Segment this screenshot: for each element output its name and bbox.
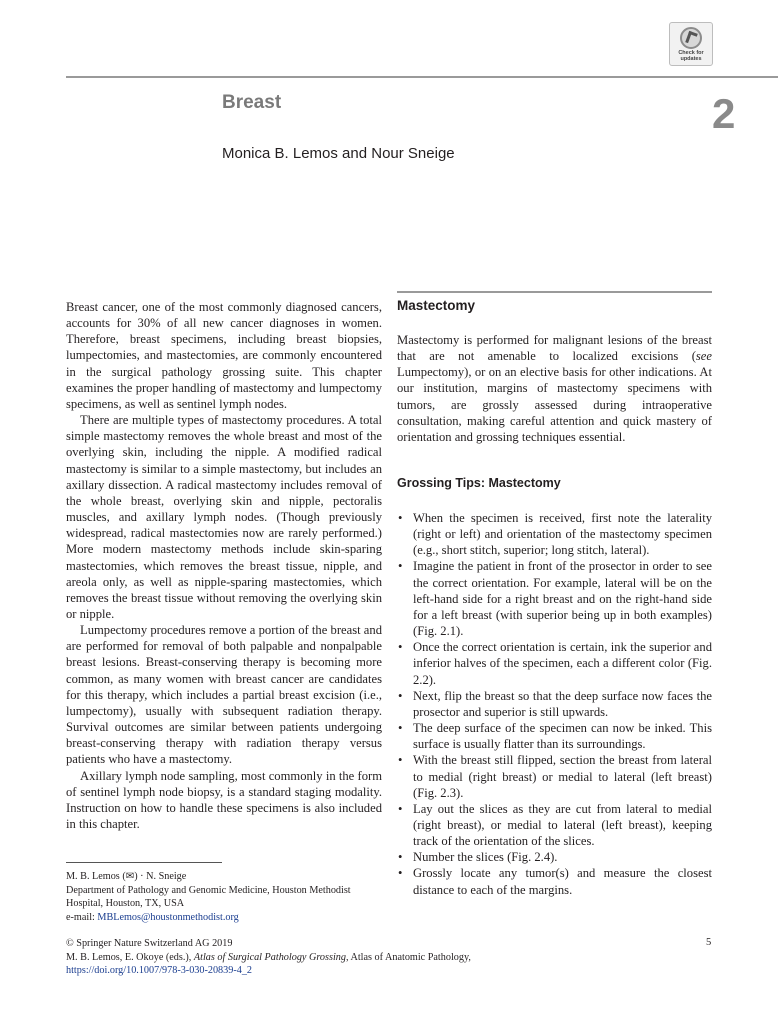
list-item: • Once the correct orientation is certain, ink the superior and inferior halves of the specimen, each a different color (Fig. 2.2). — [398, 640, 712, 687]
list-item: • Lay out the slices as they are cut from lateral to medial (right breast), or medial to lateral (left breast), keeping track of the orientation of the slices. — [398, 801, 712, 849]
section-heading-mastectomy: Mastectomy — [397, 298, 476, 313]
chapter-authors: Monica B. Lemos and Nour Sneige — [222, 145, 455, 162]
publication-info — [66, 937, 726, 978]
list-item: • Next, flip the breast so that the deep surface now faces the prosector and superior is still upwards. — [398, 688, 712, 719]
chapter-number: 2 — [712, 90, 736, 137]
doi-link[interactable]: https://doi.org/10.1007/978-3-030-20839-4_2 — [66, 965, 253, 976]
page-number: 5 — [706, 937, 712, 948]
footnote — [66, 870, 386, 924]
list-item: • Imagine the patient in front of the prosector in order to see the correct orientation. For example, lateral will be on the left-hand side for a right breast and on the right-hand side for a left breast (with superior being up in both examples) (Fig. 2.1). — [398, 559, 712, 639]
footnote-affiliation: Department of Pathology and Genomic Medicine, Houston Methodist Hospital, Houston, TX, USA — [66, 884, 351, 909]
axillary-paragraph: Axillary lymph node sampling, most commonly in the form of sentinel lymph node biopsy, is a standard staging modality. Instruction on how to handle these specimens is also included in this chapter. — [66, 768, 382, 831]
mastectomy-paragraph — [397, 332, 712, 445]
header-rule — [66, 76, 778, 78]
footnote-rule — [66, 862, 222, 863]
list-item: • With the breast still flipped, section the breast from lateral to medial (right breast) or medial to lateral (left breast) (Fig. 2.3). — [398, 753, 712, 800]
grossing-tips-list — [397, 510, 712, 898]
intro-paragraph: Breast cancer, one of the most commonly diagnosed cancers, accounts for 30% of all new cancer diagnoses in women. Therefore, breast specimens, including breast biopsies, lumpectomies, and mastectomies, are commonly encountered in the surgical pathology grossing suite. This chapter examines the proper handling of mastectomy and lumpectomy specimens, as well as sentinel lymph nodes. — [66, 300, 382, 411]
chapter-title: Breast — [222, 92, 282, 113]
check-updates-icon — [680, 27, 702, 49]
left-column — [66, 299, 382, 832]
copyright: © Springer Nature Switzerland AG 2019 — [66, 938, 233, 949]
footnote-authors: M. B. Lemos (✉) · N. Sneige — [66, 871, 187, 882]
doi-line — [66, 964, 726, 978]
mastectomy-text-a: Mastectomy is performed for malignant lesions of the breast that are not amenable to localized excisions ( — [397, 333, 712, 364]
mastectomy-types-paragraph: There are multiple types of mastectomy procedures. A total simple mastectomy removes the whole breast and most of the overlying skin, including the nipple. A modified radical mastectomy is similar to a simple mastectomy, but includes an axillary dissection. A radical mastectomy includes removal of the whole breast, overlying skin and nipple, pectoralis muscles, and axillary lymph nodes. (Though previously widespread, radical mastectomies now are rarely performed.) More modern mastectomy methods include skin-sparing mastectomies, which removes the breast tissue, nipple, and areola only, as well as nipple-sparing mastectomies, which removes the breast tissue without removing the overlying skin or nipple. — [66, 413, 382, 621]
section-rule — [397, 291, 712, 293]
mastectomy-text-b: Lumpectomy), or on an elective basis for other indications. At our institution, margins of mastectomy specimens with tumors, are grossly assessed during intraoperative consultation, making careful attention and quick mastery of orientation and grossing techniques essential. — [397, 365, 712, 444]
mastectomy-text-see: see — [695, 349, 712, 364]
check-for-updates-badge[interactable] — [669, 22, 713, 66]
badge-text-line1: Check for — [678, 50, 704, 56]
lumpectomy-paragraph: Lumpectomy procedures remove a portion of the breast and are performed for removal of both palpable and nonpalpable breast lesions. Breast-conserving therapy is becoming more common, as many women with breast cancer are candidates for this therapy, which includes a partial breast excision (i.e., lumpectomy), usually with subsequent radiation therapy. Survival outcomes are similar between patients undergoing breast-conserving therapy with radiation therapy versus patients who have a mastectomy. — [66, 623, 382, 767]
list-item: • Number the slices (Fig. 2.4). — [398, 850, 558, 865]
list-item: • Grossly locate any tumor(s) and measure the closest distance to each of the margins. — [398, 866, 712, 897]
book-title: Atlas of Surgical Pathology Grossing — [193, 951, 346, 963]
badge-text-line2: updates — [680, 56, 702, 62]
email-link[interactable]: MBLemos@houstonmethodist.org — [97, 911, 239, 923]
footnote-email-line: e-mail: MBLemos@houstonmethodist.org — [66, 911, 239, 923]
list-item: • The deep surface of the specimen can now be inked. This surface is usually flatter than its surroundings. — [398, 721, 712, 752]
grossing-tips-heading: Grossing Tips: Mastectomy — [397, 476, 561, 490]
list-item: • When the specimen is received, first note the laterality (right or left) and orientation of the mastectomy specimen (e.g., short stitch, superior; long stitch, lateral). — [398, 511, 712, 558]
citation: M. B. Lemos, E. Okoye (eds.), Atlas of Surgical Pathology Grossing, Atlas of Anatomic Pathology, — [66, 951, 471, 963]
